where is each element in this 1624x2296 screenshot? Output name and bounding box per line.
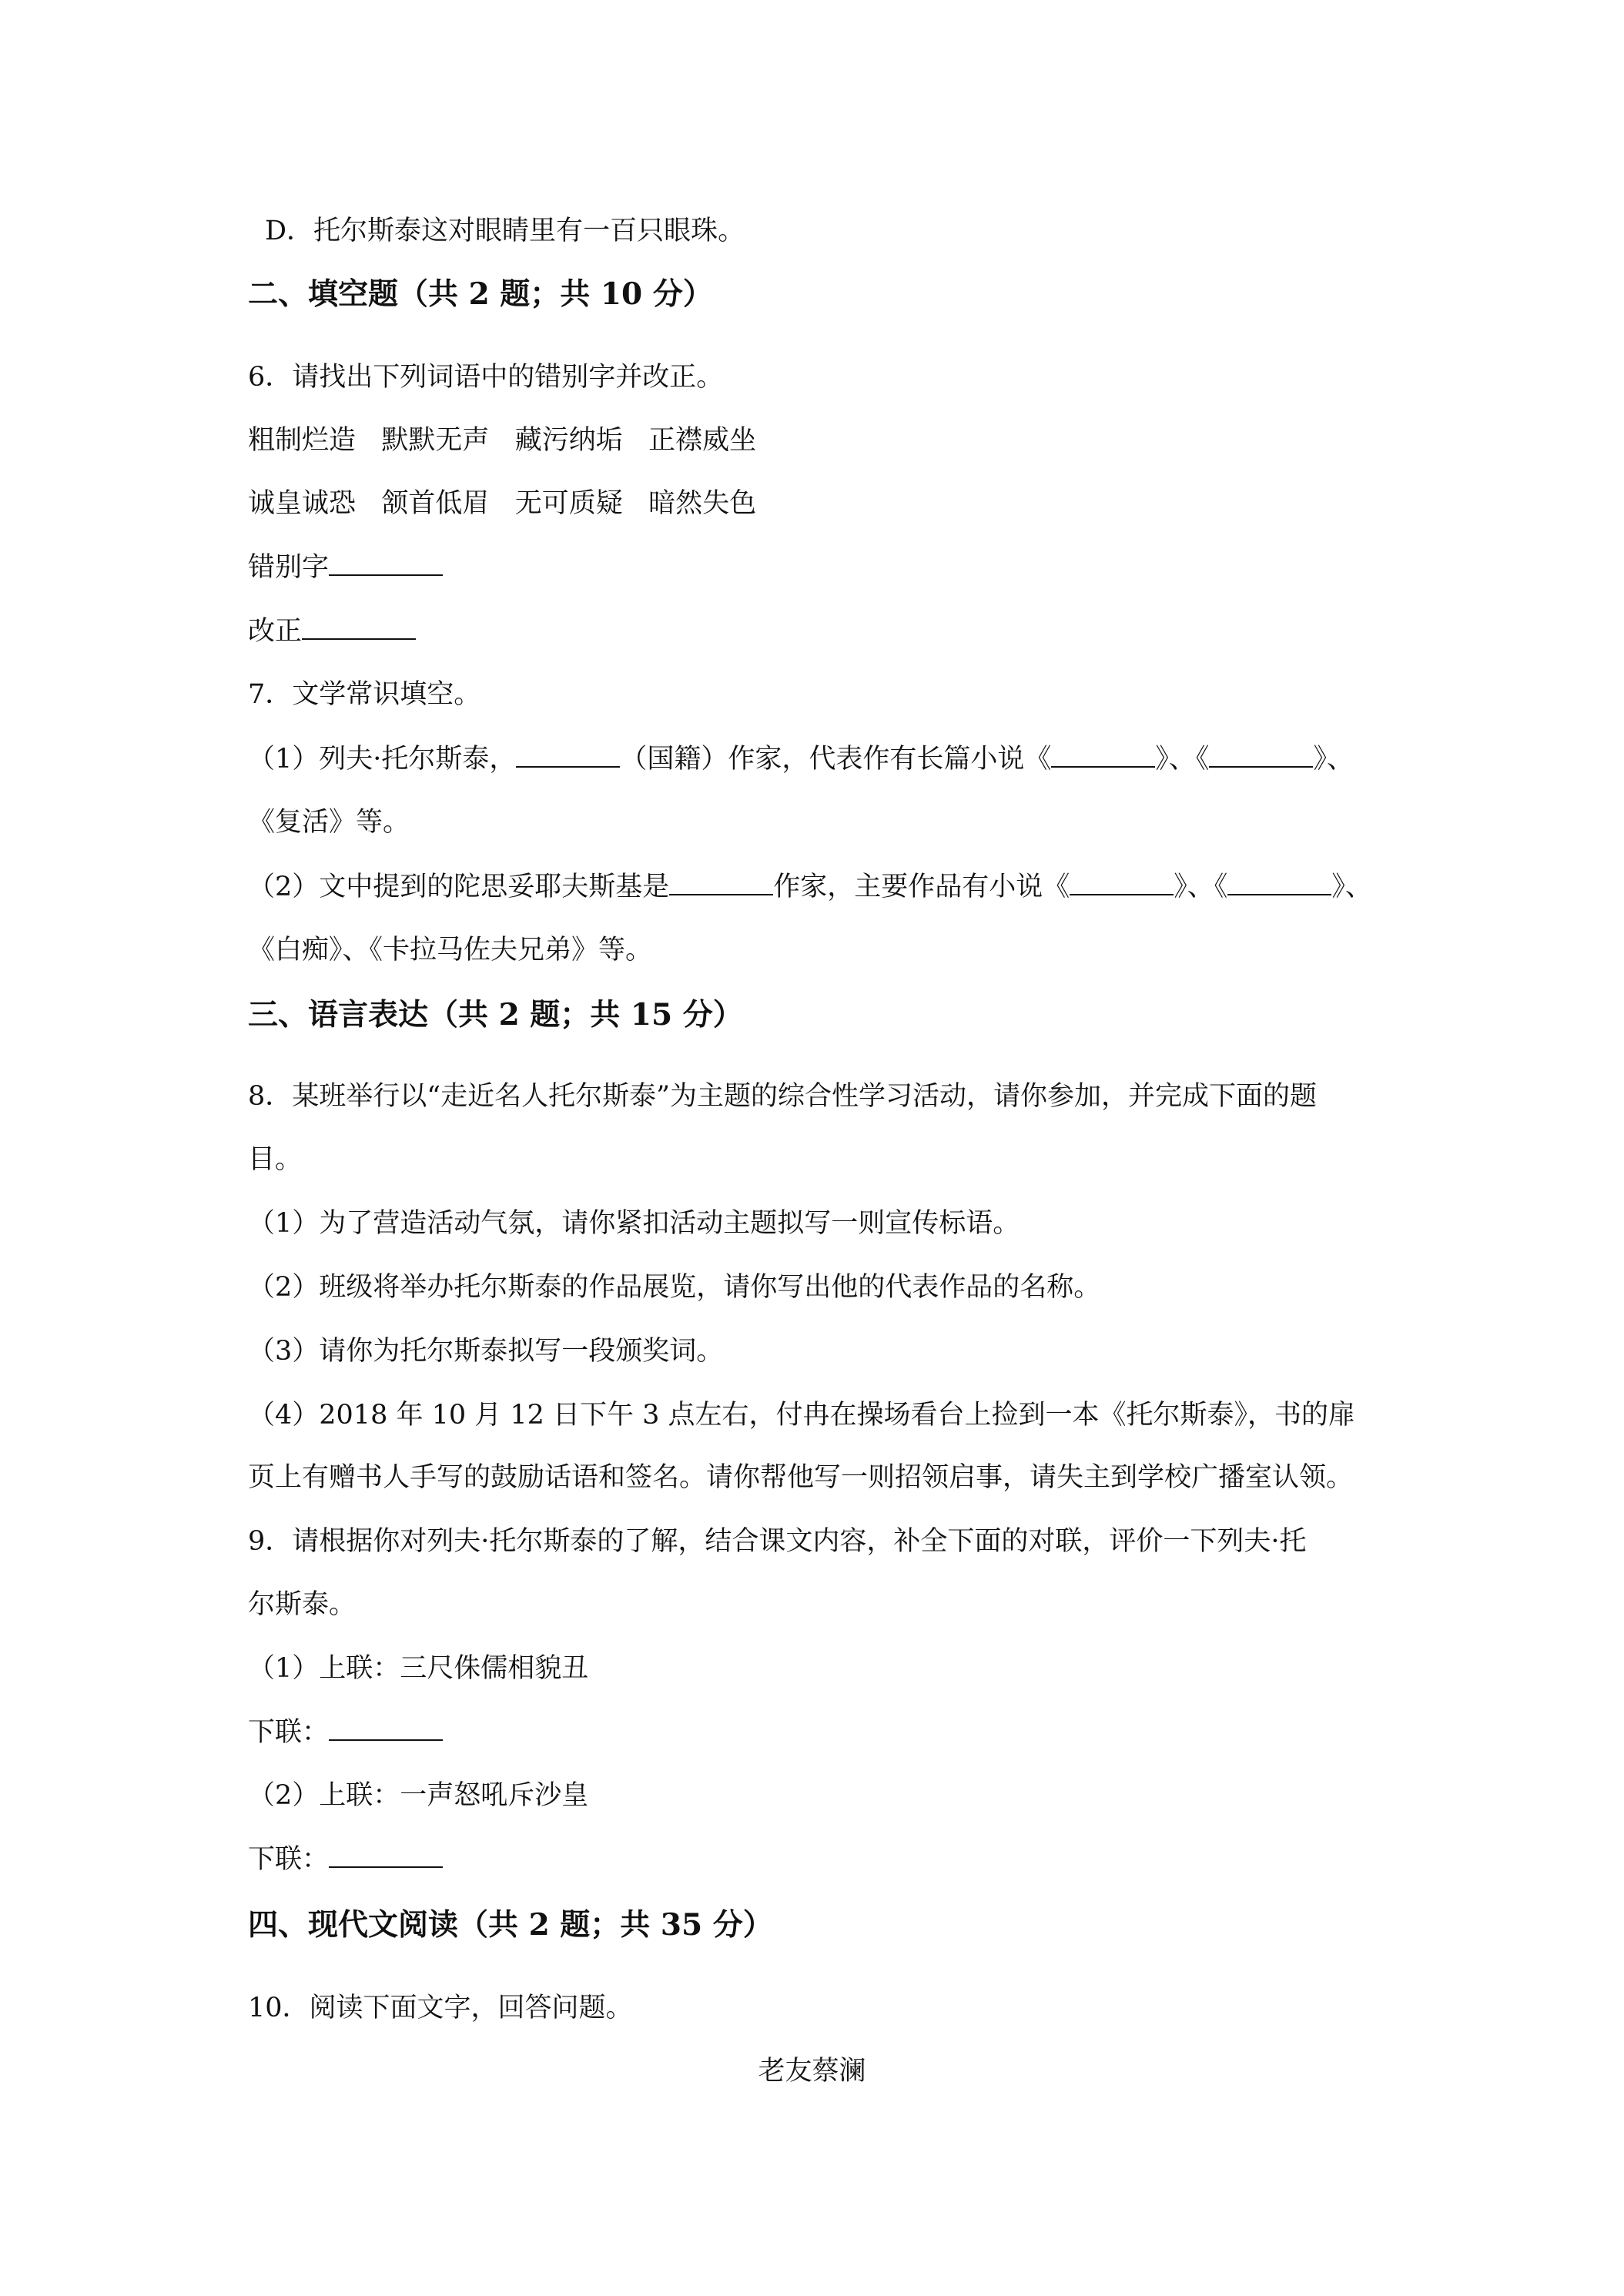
q7-p1-text-a: （1）列夫·托尔斯泰， — [248, 744, 517, 775]
q7-p2-text-b: 作家，主要作品有小说《 — [773, 872, 1070, 902]
answer-blank[interactable] — [1227, 871, 1331, 895]
q8-part-3: （3）请你为托尔斯泰拟写一段颁奖词。 — [248, 1336, 724, 1367]
answer-blank[interactable] — [302, 615, 416, 640]
section-2-heading: 二、填空题（共 2 题；共 10 分） — [248, 276, 713, 312]
answer-blank[interactable] — [669, 871, 773, 895]
q9-p2-lower-label: 下联： — [248, 1844, 330, 1875]
passage-title: 老友蔡澜 — [758, 2056, 866, 2087]
q8-part-2: （2）班级将举办托尔斯泰的作品展览，请你写出他的代表作品的名称。 — [248, 1272, 1101, 1303]
q9-part-2-lower — [248, 1841, 443, 1878]
q7-part-2 — [248, 869, 1372, 905]
q7-stem: 7．文学常识填空。 — [248, 679, 481, 710]
q6-fix-label: 改正 — [248, 616, 303, 647]
q6-words-row-1: 粗制烂造 默默无声 藏污纳垢 正襟威坐 — [248, 425, 757, 456]
q9-stem-line-2: 尔斯泰。 — [248, 1589, 357, 1620]
q6-stem: 6．请找出下列词语中的错别字并改正。 — [248, 362, 724, 393]
answer-blank[interactable] — [329, 551, 443, 576]
q9-stem-line-1: 9．请根据你对列夫·托尔斯泰的了解，结合课文内容，补全下面的对联，评价一下列夫·托 — [248, 1526, 1307, 1557]
q5-option-d: D．托尔斯泰这对眼睛里有一百只眼珠。 — [265, 216, 745, 246]
answer-blank[interactable] — [516, 743, 620, 768]
q7-p2-text-c: 》、《 — [1174, 872, 1228, 902]
q7-p1-text-c: 》、《 — [1155, 744, 1210, 775]
q7-part-1 — [248, 741, 1354, 778]
q8-part-1: （1）为了营造活动气氛，请你紧扣活动主题拟写一则宣传标语。 — [248, 1208, 1020, 1239]
answer-blank[interactable] — [1051, 743, 1155, 768]
q9-p1-lower-label: 下联： — [248, 1717, 330, 1748]
q7-p2-text-a: （2）文中提到的陀思妥耶夫斯基是 — [248, 872, 670, 902]
q9-part-2-upper: （2）上联：一声怒吼斥沙皇 — [248, 1780, 589, 1811]
q6-wrong-label: 错别字 — [248, 552, 330, 583]
q7-p1-text-d: 》、 — [1313, 744, 1354, 775]
q9-part-1-upper: （1）上联：三尺侏儒相貌丑 — [248, 1653, 589, 1684]
q7-p2-text-d: 》、 — [1331, 872, 1372, 902]
q9-part-1-lower — [248, 1714, 443, 1751]
q7-part-1-line-2: 《复活》等。 — [248, 807, 410, 838]
q7-p1-text-b: （国籍）作家，代表作有长篇小说《 — [620, 744, 1052, 775]
q8-part-4-line-2: 页上有赠书人手写的鼓励话语和签名。请你帮他写一则招领启事，请失主到学校广播室认领。 — [248, 1462, 1354, 1493]
q7-part-2-line-2: 《白痴》、《卡拉马佐夫兄弟》等。 — [248, 935, 653, 966]
q8-stem-line-1: 8．某班举行以“走近名人托尔斯泰”为主题的综合性学习活动，请你参加，并完成下面的题 — [248, 1081, 1318, 1112]
q6-fix-line — [248, 613, 416, 650]
q8-part-4-line-1: （4）2018 年 10 月 12 日下午 3 点左右，付冉在操场看台上捡到一本《托尔斯泰》，书的扉 — [248, 1400, 1356, 1431]
q6-wrong-chars-line — [248, 549, 443, 586]
section-4-heading: 四、现代文阅读（共 2 题；共 35 分） — [248, 1907, 773, 1943]
q8-stem-line-2: 目。 — [248, 1144, 303, 1175]
q6-words-row-2: 诚皇诚恐 颔首低眉 无可质疑 暗然失色 — [248, 488, 757, 519]
answer-blank[interactable] — [329, 1716, 443, 1741]
section-3-heading: 三、语言表达（共 2 题；共 15 分） — [248, 997, 743, 1033]
answer-blank[interactable] — [329, 1843, 443, 1868]
q10-stem: 10．阅读下面文字，回答问题。 — [248, 1993, 633, 2023]
answer-blank[interactable] — [1209, 743, 1313, 768]
answer-blank[interactable] — [1070, 871, 1174, 895]
